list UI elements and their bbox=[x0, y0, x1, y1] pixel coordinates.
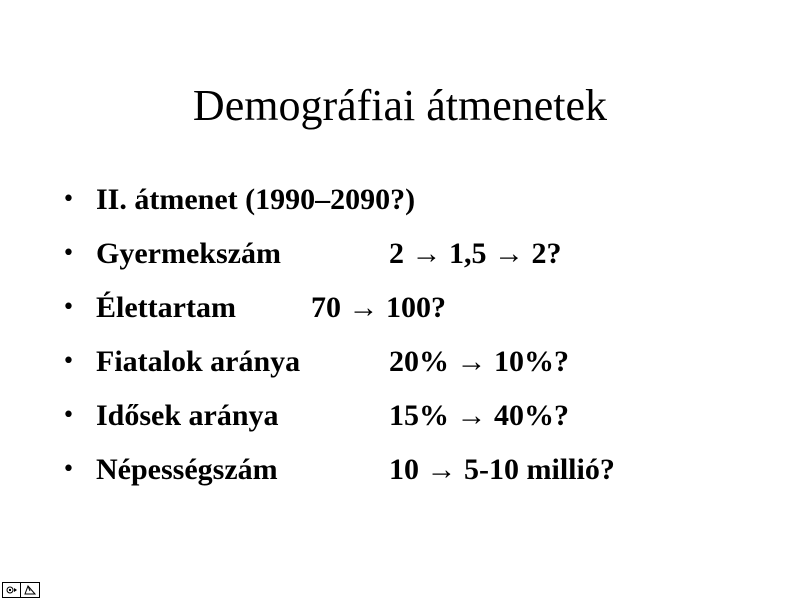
bullet-icon: • bbox=[62, 241, 75, 266]
slide-menu-button[interactable] bbox=[3, 583, 21, 597]
slide-menu-icon bbox=[6, 585, 18, 595]
bullet-icon: • bbox=[62, 349, 75, 374]
bullet-value: 2 → 1,5 → 2? bbox=[389, 237, 562, 270]
bullet-label: Fiatalok aránya bbox=[96, 345, 301, 378]
bullet-value: 10 → 5-10 millió? bbox=[389, 453, 615, 486]
pen-pointer-button[interactable] bbox=[21, 583, 39, 597]
bullet-value: 70 → 100? bbox=[311, 291, 446, 324]
bullet-icon: • bbox=[62, 187, 75, 212]
slideshow-nav-controls bbox=[2, 582, 40, 598]
bullet-label: Népességszám bbox=[96, 453, 278, 486]
bullet-label: Gyermekszám bbox=[96, 237, 281, 270]
bullet-label: II. átmenet (1990–2090?) bbox=[96, 183, 416, 216]
bullet-label: Idősek aránya bbox=[96, 399, 279, 432]
bullet-value: 15% → 40%? bbox=[389, 399, 569, 432]
bullet-value: 20% → 10%? bbox=[389, 345, 569, 378]
bullet-icon: • bbox=[62, 457, 75, 482]
bullet-icon: • bbox=[62, 403, 75, 428]
bullet-label: Élettartam bbox=[96, 291, 236, 324]
bullet-icon: • bbox=[62, 295, 75, 320]
slide-title: Demográfiai átmenetek bbox=[192, 81, 608, 130]
pen-pointer-icon bbox=[24, 585, 36, 595]
